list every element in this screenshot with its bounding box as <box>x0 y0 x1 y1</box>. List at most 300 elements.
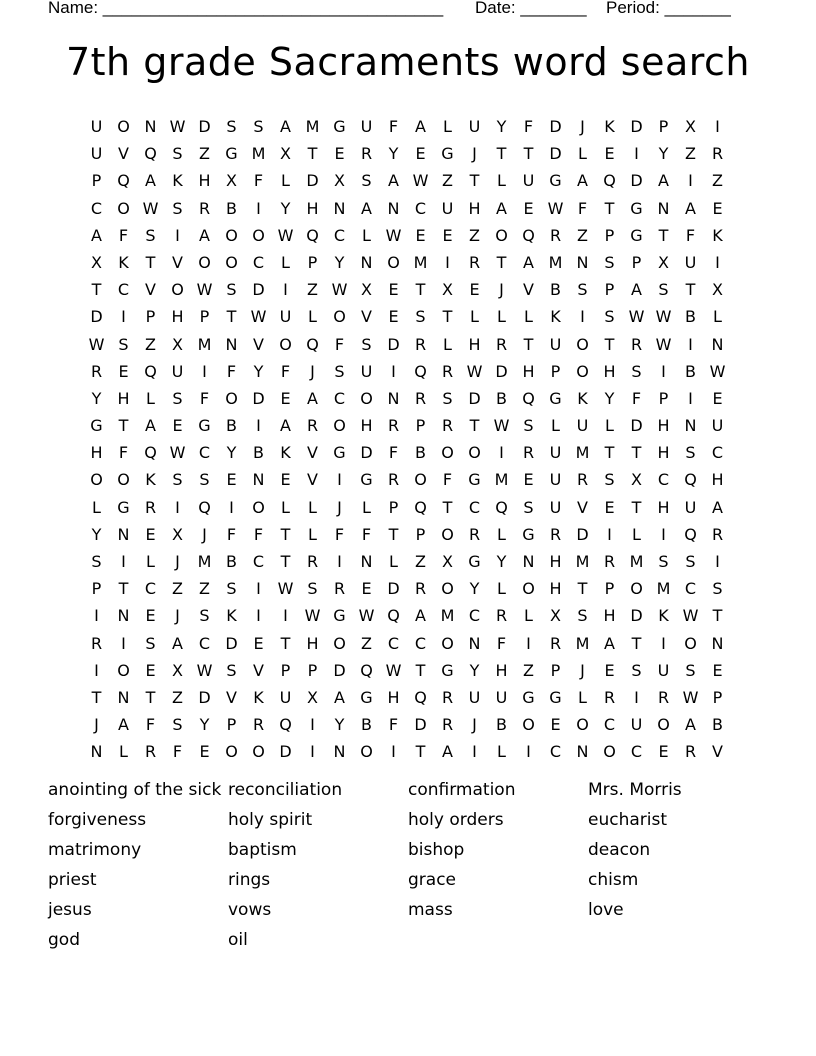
grid-letter[interactable]: D <box>279 742 292 762</box>
grid-letter[interactable]: O <box>252 742 265 762</box>
grid-letter[interactable]: B <box>226 416 237 436</box>
grid-letter[interactable]: U <box>684 497 697 517</box>
grid-letter[interactable]: R <box>333 579 346 599</box>
grid-letter[interactable]: Q <box>144 361 157 381</box>
grid-letter[interactable]: X <box>226 171 237 191</box>
grid-letter[interactable]: S <box>658 552 669 571</box>
grid-letter[interactable]: T <box>712 606 723 626</box>
grid-letter[interactable]: B <box>550 280 561 300</box>
grid-letter[interactable]: M <box>548 252 563 272</box>
grid-letter[interactable]: R <box>603 552 616 571</box>
grid-letter[interactable]: S <box>361 334 372 354</box>
grid-letter[interactable]: J <box>472 144 477 164</box>
grid-letter[interactable]: I <box>256 606 261 626</box>
grid-letter[interactable]: F <box>199 388 210 408</box>
grid-letter[interactable]: H <box>306 633 319 653</box>
grid-letter[interactable]: U <box>684 252 697 272</box>
grid-letter[interactable]: U <box>522 171 535 191</box>
grid-letter[interactable]: W <box>682 606 699 626</box>
grid-letter[interactable]: C <box>144 579 157 599</box>
grid-letter[interactable]: W <box>250 307 267 327</box>
grid-letter[interactable]: Q <box>144 443 157 463</box>
grid-letter[interactable]: I <box>715 552 720 571</box>
grid-letter[interactable]: R <box>603 687 616 707</box>
grid-letter[interactable]: J <box>580 660 585 680</box>
grid-letter[interactable]: A <box>361 198 372 218</box>
grid-letter[interactable]: F <box>685 225 696 245</box>
grid-letter[interactable]: Q <box>522 225 535 245</box>
grid-letter[interactable]: S <box>199 470 210 490</box>
grid-letter[interactable]: N <box>711 334 724 354</box>
grid-letter[interactable]: N <box>117 524 130 544</box>
grid-letter[interactable]: Q <box>360 660 373 680</box>
grid-letter[interactable]: R <box>252 715 265 735</box>
grid-letter[interactable]: Y <box>469 579 480 599</box>
grid-letter[interactable]: O <box>576 715 589 735</box>
grid-letter[interactable]: T <box>118 579 129 599</box>
grid-letter[interactable]: S <box>523 497 534 517</box>
grid-letter[interactable]: S <box>172 715 183 735</box>
grid-letter[interactable]: A <box>307 388 318 408</box>
grid-letter[interactable]: R <box>549 633 562 653</box>
grid-letter[interactable]: D <box>630 416 643 436</box>
grid-letter[interactable]: K <box>172 171 183 191</box>
grid-letter[interactable]: C <box>414 198 427 218</box>
grid-letter[interactable]: Z <box>145 334 156 354</box>
grid-letter[interactable]: O <box>117 198 130 218</box>
grid-letter[interactable]: I <box>715 117 720 136</box>
grid-letter[interactable]: T <box>658 225 669 245</box>
name-field[interactable]: Name: ____________________________________ <box>48 0 444 17</box>
grid-letter[interactable]: B <box>415 443 426 463</box>
grid-letter[interactable]: N <box>117 687 130 707</box>
grid-letter[interactable]: V <box>307 443 318 463</box>
grid-letter[interactable]: Y <box>334 715 345 735</box>
grid-letter[interactable]: G <box>333 443 346 463</box>
grid-letter[interactable]: H <box>198 171 211 191</box>
grid-letter[interactable]: Y <box>496 117 507 136</box>
grid-letter[interactable]: G <box>90 416 103 436</box>
grid-letter[interactable]: D <box>90 307 103 327</box>
grid-letter[interactable]: M <box>197 334 212 354</box>
grid-letter[interactable]: L <box>497 742 506 762</box>
grid-letter[interactable]: O <box>657 715 670 735</box>
grid-letter[interactable]: Z <box>172 579 183 599</box>
grid-letter[interactable]: E <box>442 225 453 245</box>
grid-letter[interactable]: O <box>360 388 373 408</box>
grid-letter[interactable]: Q <box>495 497 508 517</box>
grid-letter[interactable]: O <box>360 742 373 762</box>
grid-letter[interactable]: I <box>391 361 396 381</box>
grid-letter[interactable]: Q <box>684 470 697 490</box>
grid-letter[interactable]: R <box>441 416 454 436</box>
grid-letter[interactable]: P <box>604 280 615 300</box>
grid-letter[interactable]: Y <box>496 552 507 571</box>
grid-letter[interactable]: F <box>253 171 264 191</box>
grid-letter[interactable]: I <box>688 171 693 191</box>
grid-letter[interactable]: B <box>496 388 507 408</box>
grid-letter[interactable]: D <box>495 361 508 381</box>
grid-letter[interactable]: L <box>362 497 371 517</box>
grid-letter[interactable]: F <box>145 715 156 735</box>
grid-letter[interactable]: W <box>331 280 348 300</box>
grid-letter[interactable]: E <box>118 361 129 381</box>
grid-letter[interactable]: C <box>198 633 211 653</box>
grid-letter[interactable]: N <box>387 388 400 408</box>
grid-letter[interactable]: I <box>121 307 126 327</box>
grid-letter[interactable]: D <box>387 579 400 599</box>
grid-letter[interactable]: D <box>630 606 643 626</box>
grid-letter[interactable]: O <box>252 225 265 245</box>
grid-letter[interactable]: X <box>172 660 183 680</box>
grid-letter[interactable]: M <box>197 552 212 571</box>
grid-letter[interactable]: L <box>524 606 533 626</box>
grid-letter[interactable]: C <box>333 225 346 245</box>
grid-letter[interactable]: R <box>144 742 157 762</box>
grid-letter[interactable]: G <box>468 552 481 571</box>
grid-letter[interactable]: Z <box>199 144 210 164</box>
grid-letter[interactable]: L <box>713 307 722 327</box>
grid-letter[interactable]: C <box>333 388 346 408</box>
grid-letter[interactable]: D <box>225 633 238 653</box>
grid-letter[interactable]: O <box>90 470 103 490</box>
grid-letter[interactable]: T <box>226 307 237 327</box>
grid-letter[interactable]: B <box>361 715 372 735</box>
grid-letter[interactable]: R <box>414 334 427 354</box>
grid-letter[interactable]: O <box>333 416 346 436</box>
grid-letter[interactable]: J <box>337 497 342 517</box>
grid-letter[interactable]: I <box>526 742 531 762</box>
grid-letter[interactable]: G <box>522 524 535 544</box>
grid-letter[interactable]: I <box>283 280 288 300</box>
grid-letter[interactable]: X <box>550 606 561 626</box>
grid-letter[interactable]: V <box>361 307 372 327</box>
grid-letter[interactable]: Q <box>306 225 319 245</box>
grid-letter[interactable]: E <box>361 579 372 599</box>
grid-letter[interactable]: H <box>90 443 103 463</box>
grid-letter[interactable]: F <box>388 443 399 463</box>
grid-letter[interactable]: P <box>550 361 561 381</box>
grid-letter[interactable]: L <box>524 307 533 327</box>
grid-letter[interactable]: U <box>657 660 670 680</box>
grid-letter[interactable]: D <box>333 660 346 680</box>
grid-letter[interactable]: Q <box>306 334 319 354</box>
grid-letter[interactable]: Z <box>442 171 453 191</box>
grid-letter[interactable]: D <box>252 388 265 408</box>
grid-letter[interactable]: I <box>337 470 342 490</box>
grid-letter[interactable]: S <box>226 579 237 599</box>
grid-letter[interactable]: E <box>604 660 615 680</box>
grid-letter[interactable]: U <box>279 687 292 707</box>
grid-letter[interactable]: T <box>496 252 507 272</box>
grid-letter[interactable]: I <box>256 416 261 436</box>
grid-letter[interactable]: W <box>709 361 726 381</box>
grid-letter[interactable]: R <box>549 524 562 544</box>
grid-letter[interactable]: V <box>307 470 318 490</box>
grid-letter[interactable]: I <box>661 633 666 653</box>
grid-letter[interactable]: L <box>308 307 317 327</box>
grid-letter[interactable]: Z <box>199 579 210 599</box>
grid-letter[interactable]: C <box>117 280 130 300</box>
grid-letter[interactable]: Y <box>91 524 102 544</box>
grid-letter[interactable]: O <box>441 524 454 544</box>
grid-letter[interactable]: L <box>632 524 641 544</box>
grid-letter[interactable]: U <box>576 416 589 436</box>
grid-letter[interactable]: U <box>549 334 562 354</box>
grid-letter[interactable]: L <box>281 252 290 272</box>
grid-letter[interactable]: S <box>226 280 237 300</box>
grid-letter[interactable]: S <box>415 307 426 327</box>
grid-letter[interactable]: B <box>226 552 237 571</box>
grid-letter[interactable]: C <box>630 742 643 762</box>
grid-letter[interactable]: P <box>145 307 156 327</box>
grid-letter[interactable]: V <box>172 252 183 272</box>
grid-letter[interactable]: U <box>495 687 508 707</box>
grid-letter[interactable]: T <box>415 660 426 680</box>
grid-letter[interactable]: O <box>522 579 535 599</box>
grid-letter[interactable]: T <box>388 524 399 544</box>
grid-letter[interactable]: N <box>360 552 373 571</box>
grid-letter[interactable]: G <box>117 497 130 517</box>
grid-letter[interactable]: O <box>441 579 454 599</box>
grid-letter[interactable]: T <box>604 334 615 354</box>
grid-letter[interactable]: D <box>630 171 643 191</box>
grid-letter[interactable]: A <box>145 171 156 191</box>
grid-letter[interactable]: E <box>145 524 156 544</box>
grid-letter[interactable]: W <box>142 198 159 218</box>
grid-letter[interactable]: T <box>523 334 534 354</box>
grid-letter[interactable]: Y <box>253 361 264 381</box>
grid-letter[interactable]: G <box>360 470 373 490</box>
grid-letter[interactable]: L <box>578 144 587 164</box>
grid-letter[interactable]: I <box>337 552 342 571</box>
grid-letter[interactable]: M <box>656 579 671 599</box>
grid-letter[interactable]: O <box>225 742 238 762</box>
grid-letter[interactable]: M <box>629 552 644 571</box>
grid-letter[interactable]: F <box>253 524 264 544</box>
grid-letter[interactable]: N <box>576 742 589 762</box>
grid-letter[interactable]: T <box>631 633 642 653</box>
grid-letter[interactable]: M <box>575 633 590 653</box>
grid-letter[interactable]: S <box>631 361 642 381</box>
grid-letter[interactable]: E <box>604 144 615 164</box>
grid-letter[interactable]: O <box>279 334 292 354</box>
grid-letter[interactable]: D <box>414 715 427 735</box>
grid-letter[interactable]: L <box>146 388 155 408</box>
grid-letter[interactable]: C <box>414 633 427 653</box>
grid-letter[interactable]: X <box>685 117 696 136</box>
grid-letter[interactable]: A <box>631 280 642 300</box>
grid-letter[interactable]: H <box>549 579 562 599</box>
grid-letter[interactable]: I <box>256 198 261 218</box>
grid-letter[interactable]: I <box>472 742 477 762</box>
grid-letter[interactable]: F <box>631 388 642 408</box>
grid-letter[interactable]: A <box>577 171 588 191</box>
grid-letter[interactable]: S <box>145 633 156 653</box>
grid-letter[interactable]: R <box>144 497 157 517</box>
grid-letter[interactable]: R <box>387 416 400 436</box>
grid-letter[interactable]: C <box>468 606 481 626</box>
grid-letter[interactable]: S <box>442 388 453 408</box>
grid-letter[interactable]: P <box>307 660 318 680</box>
grid-letter[interactable]: A <box>388 171 399 191</box>
grid-letter[interactable]: N <box>333 198 346 218</box>
grid-letter[interactable]: V <box>523 280 534 300</box>
grid-letter[interactable]: C <box>549 742 562 762</box>
grid-letter[interactable]: L <box>497 171 506 191</box>
grid-letter[interactable]: X <box>658 252 669 272</box>
grid-letter[interactable]: E <box>658 742 669 762</box>
grid-letter[interactable]: R <box>711 524 724 544</box>
grid-letter[interactable]: T <box>469 171 480 191</box>
grid-letter[interactable]: N <box>684 416 697 436</box>
grid-letter[interactable]: T <box>577 579 588 599</box>
grid-letter[interactable]: F <box>226 524 237 544</box>
grid-letter[interactable]: F <box>496 633 507 653</box>
grid-letter[interactable]: I <box>202 361 207 381</box>
grid-letter[interactable]: R <box>90 633 103 653</box>
grid-letter[interactable]: O <box>252 497 265 517</box>
grid-letter[interactable]: R <box>441 361 454 381</box>
grid-letter[interactable]: P <box>658 388 669 408</box>
grid-letter[interactable]: O <box>441 633 454 653</box>
grid-letter[interactable]: P <box>415 416 426 436</box>
grid-letter[interactable]: I <box>229 497 234 517</box>
grid-letter[interactable]: P <box>604 225 615 245</box>
grid-letter[interactable]: T <box>631 497 642 517</box>
grid-letter[interactable]: P <box>712 687 723 707</box>
grid-letter[interactable]: D <box>252 280 265 300</box>
grid-letter[interactable]: K <box>712 225 723 245</box>
grid-letter[interactable]: X <box>172 524 183 544</box>
grid-letter[interactable]: R <box>657 687 670 707</box>
grid-letter[interactable]: P <box>91 579 102 599</box>
grid-letter[interactable]: O <box>603 742 616 762</box>
grid-letter[interactable]: O <box>576 334 589 354</box>
grid-letter[interactable]: X <box>91 252 102 272</box>
grid-letter[interactable]: S <box>685 660 696 680</box>
grid-letter[interactable]: E <box>469 280 480 300</box>
grid-letter[interactable]: Y <box>604 388 615 408</box>
grid-letter[interactable]: X <box>307 687 318 707</box>
grid-letter[interactable]: G <box>549 171 562 191</box>
grid-letter[interactable]: S <box>523 416 534 436</box>
grid-letter[interactable]: E <box>172 416 183 436</box>
grid-letter[interactable]: H <box>495 660 508 680</box>
grid-letter[interactable]: U <box>279 307 292 327</box>
grid-letter[interactable]: T <box>604 198 615 218</box>
grid-letter[interactable]: Q <box>117 171 130 191</box>
grid-letter[interactable]: D <box>468 388 481 408</box>
grid-letter[interactable]: L <box>605 416 614 436</box>
grid-letter[interactable]: E <box>523 470 534 490</box>
grid-letter[interactable]: W <box>466 361 483 381</box>
grid-letter[interactable]: T <box>280 524 291 544</box>
grid-letter[interactable]: N <box>576 252 589 272</box>
grid-letter[interactable]: I <box>499 443 504 463</box>
grid-letter[interactable]: T <box>604 443 615 463</box>
grid-letter[interactable]: W <box>493 416 510 436</box>
grid-letter[interactable]: B <box>685 307 696 327</box>
grid-letter[interactable]: T <box>469 416 480 436</box>
grid-letter[interactable]: Z <box>712 171 723 191</box>
grid-letter[interactable]: B <box>226 198 237 218</box>
grid-letter[interactable]: W <box>304 606 321 626</box>
grid-letter[interactable]: E <box>280 470 291 490</box>
grid-letter[interactable]: G <box>333 117 346 136</box>
grid-letter[interactable]: H <box>711 470 724 490</box>
grid-letter[interactable]: I <box>310 715 315 735</box>
grid-letter[interactable]: U <box>90 144 103 164</box>
grid-letter[interactable]: E <box>415 144 426 164</box>
grid-letter[interactable]: Y <box>388 144 399 164</box>
grid-letter[interactable]: W <box>277 225 294 245</box>
grid-letter[interactable]: O <box>576 361 589 381</box>
grid-letter[interactable]: Y <box>199 715 210 735</box>
grid-letter[interactable]: R <box>468 524 481 544</box>
grid-letter[interactable]: U <box>468 117 481 136</box>
grid-letter[interactable]: A <box>685 198 696 218</box>
grid-letter[interactable]: Q <box>279 715 292 735</box>
grid-letter[interactable]: I <box>715 252 720 272</box>
grid-letter[interactable]: U <box>360 361 373 381</box>
grid-letter[interactable]: C <box>90 198 103 218</box>
grid-letter[interactable]: S <box>685 552 696 571</box>
grid-letter[interactable]: X <box>631 470 642 490</box>
grid-letter[interactable]: S <box>631 660 642 680</box>
grid-letter[interactable]: F <box>334 334 345 354</box>
grid-letter[interactable]: T <box>415 280 426 300</box>
grid-letter[interactable]: D <box>630 117 643 136</box>
grid-letter[interactable]: L <box>92 497 101 517</box>
grid-letter[interactable]: R <box>468 252 481 272</box>
grid-letter[interactable]: E <box>415 225 426 245</box>
grid-letter[interactable]: X <box>712 280 723 300</box>
grid-letter[interactable]: E <box>253 633 264 653</box>
grid-letter[interactable]: T <box>280 633 291 653</box>
grid-letter[interactable]: I <box>310 742 315 762</box>
grid-letter[interactable]: F <box>280 361 291 381</box>
grid-letter[interactable]: I <box>256 579 261 599</box>
grid-letter[interactable]: L <box>281 497 290 517</box>
grid-letter[interactable]: V <box>118 144 129 164</box>
grid-letter[interactable]: R <box>198 198 211 218</box>
grid-letter[interactable]: E <box>280 388 291 408</box>
grid-letter[interactable]: E <box>523 198 534 218</box>
grid-letter[interactable]: T <box>145 252 156 272</box>
grid-letter[interactable]: U <box>630 715 643 735</box>
grid-letter[interactable]: Y <box>658 144 669 164</box>
grid-letter[interactable]: R <box>441 687 454 707</box>
grid-letter[interactable]: R <box>387 470 400 490</box>
grid-letter[interactable]: P <box>307 252 318 272</box>
grid-letter[interactable]: F <box>577 198 588 218</box>
grid-letter[interactable]: R <box>306 552 319 571</box>
grid-letter[interactable]: N <box>657 198 670 218</box>
grid-letter[interactable]: L <box>470 307 479 327</box>
grid-letter[interactable]: O <box>414 470 427 490</box>
grid-letter[interactable]: R <box>414 579 427 599</box>
grid-letter[interactable]: G <box>630 198 643 218</box>
date-field[interactable]: Date: _______ <box>475 0 587 17</box>
grid-letter[interactable]: L <box>362 225 371 245</box>
grid-letter[interactable]: P <box>199 307 210 327</box>
grid-letter[interactable]: I <box>580 307 585 327</box>
grid-letter[interactable]: S <box>172 198 183 218</box>
grid-letter[interactable]: K <box>550 307 561 327</box>
grid-letter[interactable]: L <box>389 552 398 571</box>
grid-letter[interactable]: R <box>522 443 535 463</box>
